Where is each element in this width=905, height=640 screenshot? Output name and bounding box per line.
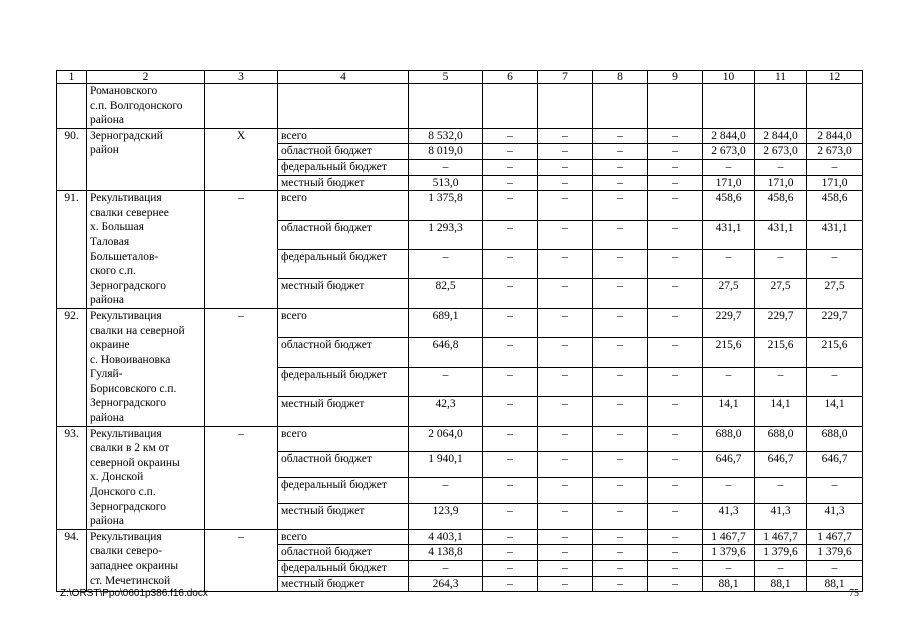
- col-header: 10: [703, 71, 755, 84]
- value-year: –: [483, 250, 538, 279]
- value-year: –: [593, 397, 648, 426]
- value-year: –: [593, 426, 648, 452]
- value-year: –: [483, 504, 538, 530]
- value-year: –: [593, 220, 648, 249]
- item-col3: –: [205, 426, 278, 529]
- value-year: –: [538, 191, 593, 220]
- value-year: –: [538, 426, 593, 452]
- value-year: 646,7: [755, 452, 807, 478]
- item-name: [87, 128, 205, 190]
- name-line: Гуляй-: [90, 368, 123, 381]
- value-total: 8 019,0: [409, 144, 483, 160]
- value-year: –: [593, 452, 648, 478]
- value-year: 646,7: [703, 452, 755, 478]
- col-header: 2: [87, 71, 205, 84]
- name-line: х. Донской: [90, 471, 144, 484]
- funding-source: всего: [278, 529, 409, 545]
- value-year: –: [593, 144, 648, 160]
- item-name: [87, 529, 205, 591]
- value-year: –: [648, 191, 703, 220]
- item-col3: Х: [205, 128, 278, 190]
- value-year: –: [538, 529, 593, 545]
- value-year: –: [483, 279, 538, 308]
- item-number: 90.: [57, 128, 87, 190]
- value-year: –: [648, 279, 703, 308]
- value-year: 88,1: [755, 576, 807, 592]
- value-year: 2 844,0: [807, 128, 863, 144]
- value-year: –: [483, 452, 538, 478]
- value-year: –: [703, 250, 755, 279]
- value-year: –: [648, 128, 703, 144]
- value-year: 215,6: [703, 338, 755, 367]
- value-year: 2 844,0: [703, 128, 755, 144]
- item-name: [87, 426, 205, 529]
- funding-source: всего: [278, 426, 409, 452]
- value-year: 41,3: [755, 504, 807, 530]
- value-year: 229,7: [703, 308, 755, 337]
- value-year: 1 467,7: [703, 529, 755, 545]
- value-year: 646,7: [807, 452, 863, 478]
- value-year: 215,6: [807, 338, 863, 367]
- value-year: –: [538, 144, 593, 160]
- table-row: [57, 308, 863, 337]
- value-year: –: [593, 529, 648, 545]
- value-year: –: [538, 545, 593, 561]
- value-year: –: [593, 128, 648, 144]
- value-year: –: [703, 561, 755, 577]
- value-year: 458,6: [807, 191, 863, 220]
- item-col3: –: [205, 191, 278, 309]
- value-year: –: [483, 529, 538, 545]
- table-row: [57, 191, 863, 220]
- value-year: –: [807, 250, 863, 279]
- value-total: 1 375,8: [409, 191, 483, 220]
- funding-source: федеральный бюджет: [278, 159, 409, 175]
- value-year: –: [538, 220, 593, 249]
- table-row: [57, 128, 863, 144]
- name-line: х. Большая: [90, 221, 144, 234]
- value-year: –: [483, 367, 538, 396]
- value-year: –: [593, 478, 648, 504]
- funding-source: областной бюджет: [278, 338, 409, 367]
- value-year: –: [807, 367, 863, 396]
- value-year: –: [593, 191, 648, 220]
- value-year: –: [648, 452, 703, 478]
- funding-source: местный бюджет: [278, 504, 409, 530]
- value-year: –: [703, 367, 755, 396]
- col-header: 9: [648, 71, 703, 84]
- value-year: 41,3: [807, 504, 863, 530]
- name-line: Зерноградского: [90, 397, 166, 410]
- value-year: –: [755, 561, 807, 577]
- value-year: 1 467,7: [755, 529, 807, 545]
- value-year: –: [538, 397, 593, 426]
- value-year: –: [593, 159, 648, 175]
- value-year: 1 379,6: [807, 545, 863, 561]
- name-line: свалки в 2 км от: [90, 442, 170, 455]
- value-year: 14,1: [703, 397, 755, 426]
- value-year: 88,1: [703, 576, 755, 592]
- value-year: –: [755, 478, 807, 504]
- carry-over-row: [57, 84, 863, 129]
- value-year: –: [648, 397, 703, 426]
- value-year: –: [538, 159, 593, 175]
- value-year: 431,1: [755, 220, 807, 249]
- value-year: 14,1: [807, 397, 863, 426]
- name-line: ского с.п.: [90, 265, 136, 278]
- name-line: Донского с.п.: [90, 486, 156, 499]
- item-col3: –: [205, 529, 278, 591]
- value-year: –: [755, 367, 807, 396]
- col-header: 1: [57, 71, 87, 84]
- value-total: 1 293,3: [409, 220, 483, 249]
- value-total: 2 064,0: [409, 426, 483, 452]
- name-line: Романовского: [90, 85, 158, 97]
- value-year: 171,0: [755, 175, 807, 191]
- col-header: 12: [807, 71, 863, 84]
- value-year: –: [483, 175, 538, 191]
- col-header: 4: [278, 71, 409, 84]
- name-line: ст. Мечетинской: [90, 574, 171, 587]
- name-line: с.п. Волгодонского: [90, 99, 183, 112]
- value-year: –: [593, 279, 648, 308]
- value-year: –: [648, 545, 703, 561]
- value-total: 646,8: [409, 338, 483, 367]
- value-total: –: [409, 367, 483, 396]
- value-year: 1 467,7: [807, 529, 863, 545]
- col-header: 11: [755, 71, 807, 84]
- funding-source: федеральный бюджет: [278, 367, 409, 396]
- value-year: –: [538, 338, 593, 367]
- value-year: –: [538, 561, 593, 577]
- value-year: 229,7: [755, 308, 807, 337]
- value-total: 4 403,1: [409, 529, 483, 545]
- value-total: 123,9: [409, 504, 483, 530]
- value-year: –: [648, 220, 703, 249]
- value-year: 2 844,0: [755, 128, 807, 144]
- name-line: Борисовского с.п.: [90, 382, 177, 395]
- name-line: свалки на северной: [90, 324, 185, 337]
- value-year: 27,5: [703, 279, 755, 308]
- carry-over-name: [87, 84, 205, 129]
- value-year: 229,7: [807, 308, 863, 337]
- value-year: –: [538, 504, 593, 530]
- value-year: –: [593, 504, 648, 530]
- name-line: западнее окраины: [90, 560, 179, 572]
- value-year: 41,3: [703, 504, 755, 530]
- value-year: 688,0: [807, 426, 863, 452]
- name-line: Большеталов-: [90, 250, 159, 263]
- value-year: –: [538, 279, 593, 308]
- value-total: 4 138,8: [409, 545, 483, 561]
- value-year: –: [648, 504, 703, 530]
- value-year: –: [593, 576, 648, 592]
- col-header: 3: [205, 71, 278, 84]
- name-line: свалки северо-: [90, 545, 163, 558]
- name-line: свалки севернее: [90, 206, 169, 219]
- col-header: 5: [409, 71, 483, 84]
- value-year: 171,0: [807, 175, 863, 191]
- funding-source: местный бюджет: [278, 279, 409, 308]
- value-year: –: [807, 561, 863, 577]
- value-year: –: [807, 478, 863, 504]
- value-year: 688,0: [755, 426, 807, 452]
- funding-source: областной бюджет: [278, 452, 409, 478]
- value-year: –: [648, 175, 703, 191]
- value-year: 171,0: [703, 175, 755, 191]
- value-year: –: [483, 478, 538, 504]
- value-year: –: [483, 576, 538, 592]
- funding-source: всего: [278, 128, 409, 144]
- budget-table: [56, 70, 863, 592]
- item-name: [87, 308, 205, 426]
- value-year: –: [538, 367, 593, 396]
- value-year: –: [755, 250, 807, 279]
- name-line: Зерноградского: [90, 279, 166, 292]
- value-year: 27,5: [755, 279, 807, 308]
- value-year: 458,6: [755, 191, 807, 220]
- value-year: –: [593, 175, 648, 191]
- value-year: –: [483, 561, 538, 577]
- value-year: –: [755, 159, 807, 175]
- file-path: Z:\ORST\Ppo\0601p386.f16.docx: [60, 588, 208, 599]
- value-year: 688,0: [703, 426, 755, 452]
- item-name: [87, 191, 205, 309]
- col-header: 6: [483, 71, 538, 84]
- value-total: 264,3: [409, 576, 483, 592]
- value-year: –: [703, 478, 755, 504]
- value-year: –: [538, 175, 593, 191]
- value-year: –: [593, 545, 648, 561]
- col-header: 7: [538, 71, 593, 84]
- item-col3: –: [205, 308, 278, 426]
- value-year: –: [538, 128, 593, 144]
- value-year: –: [593, 308, 648, 337]
- col-header: 8: [593, 71, 648, 84]
- value-year: –: [648, 478, 703, 504]
- value-year: –: [483, 308, 538, 337]
- item-number: 92.: [57, 308, 87, 426]
- value-total: –: [409, 478, 483, 504]
- value-total: 1 940,1: [409, 452, 483, 478]
- value-total: –: [409, 561, 483, 577]
- name-line: района: [90, 294, 125, 307]
- value-year: –: [483, 159, 538, 175]
- item-number: 91.: [57, 191, 87, 309]
- name-line: район: [90, 144, 119, 157]
- value-year: –: [483, 338, 538, 367]
- value-year: –: [483, 397, 538, 426]
- value-year: –: [648, 144, 703, 160]
- value-total: 689,1: [409, 308, 483, 337]
- name-line: Рекультивация: [90, 427, 162, 440]
- value-total: 513,0: [409, 175, 483, 191]
- name-line: района: [90, 515, 125, 528]
- value-year: –: [483, 545, 538, 561]
- funding-source: всего: [278, 308, 409, 337]
- value-year: 2 673,0: [703, 144, 755, 160]
- value-year: 431,1: [807, 220, 863, 249]
- table-row: [57, 426, 863, 452]
- value-total: –: [409, 250, 483, 279]
- value-year: –: [648, 576, 703, 592]
- name-line: Рекультивация: [90, 530, 162, 543]
- name-line: с. Новоивановка: [90, 353, 171, 366]
- value-year: –: [648, 308, 703, 337]
- value-year: –: [593, 561, 648, 577]
- value-year: –: [483, 220, 538, 249]
- value-year: –: [593, 338, 648, 367]
- value-year: –: [807, 159, 863, 175]
- value-year: –: [538, 308, 593, 337]
- name-line: Рекультивация: [90, 192, 162, 205]
- funding-source: федеральный бюджет: [278, 250, 409, 279]
- funding-source: местный бюджет: [278, 397, 409, 426]
- name-line: Зерноградский: [90, 129, 163, 142]
- name-line: Зерноградского: [90, 500, 166, 513]
- value-year: 2 673,0: [807, 144, 863, 160]
- funding-source: федеральный бюджет: [278, 478, 409, 504]
- value-year: –: [538, 452, 593, 478]
- name-line: Рекультивация: [90, 309, 162, 322]
- value-year: 27,5: [807, 279, 863, 308]
- value-year: 458,6: [703, 191, 755, 220]
- value-year: –: [648, 529, 703, 545]
- value-total: 42,3: [409, 397, 483, 426]
- name-line: окраине: [90, 339, 130, 352]
- value-total: –: [409, 159, 483, 175]
- value-year: –: [648, 338, 703, 367]
- value-year: 431,1: [703, 220, 755, 249]
- table-row: [57, 529, 863, 545]
- value-year: –: [648, 561, 703, 577]
- column-number-row: [57, 71, 863, 84]
- value-year: 1 379,6: [755, 545, 807, 561]
- funding-source: всего: [278, 191, 409, 220]
- item-number: 93.: [57, 426, 87, 529]
- value-year: 215,6: [755, 338, 807, 367]
- value-year: –: [703, 159, 755, 175]
- value-year: –: [648, 426, 703, 452]
- value-year: 14,1: [755, 397, 807, 426]
- value-year: 1 379,6: [703, 545, 755, 561]
- funding-source: областной бюджет: [278, 144, 409, 160]
- value-year: 2 673,0: [755, 144, 807, 160]
- name-line: района: [90, 114, 125, 127]
- value-year: 88,1: [807, 576, 863, 592]
- value-year: –: [483, 128, 538, 144]
- value-year: –: [648, 159, 703, 175]
- value-year: –: [593, 250, 648, 279]
- page-number: 75: [849, 588, 859, 599]
- value-year: –: [483, 191, 538, 220]
- name-line: района: [90, 412, 125, 425]
- funding-source: областной бюджет: [278, 545, 409, 561]
- value-year: –: [593, 367, 648, 396]
- value-year: –: [648, 250, 703, 279]
- funding-source: местный бюджет: [278, 576, 409, 592]
- value-year: –: [648, 367, 703, 396]
- value-year: –: [483, 426, 538, 452]
- funding-source: местный бюджет: [278, 175, 409, 191]
- value-year: –: [538, 576, 593, 592]
- name-line: северной окраины: [90, 456, 180, 469]
- value-total: 82,5: [409, 279, 483, 308]
- value-year: –: [538, 478, 593, 504]
- value-total: 8 532,0: [409, 128, 483, 144]
- name-line: Таловая: [90, 235, 130, 248]
- value-year: –: [538, 250, 593, 279]
- value-year: –: [483, 144, 538, 160]
- funding-source: федеральный бюджет: [278, 561, 409, 577]
- funding-source: областной бюджет: [278, 220, 409, 249]
- item-number: 94.: [57, 529, 87, 591]
